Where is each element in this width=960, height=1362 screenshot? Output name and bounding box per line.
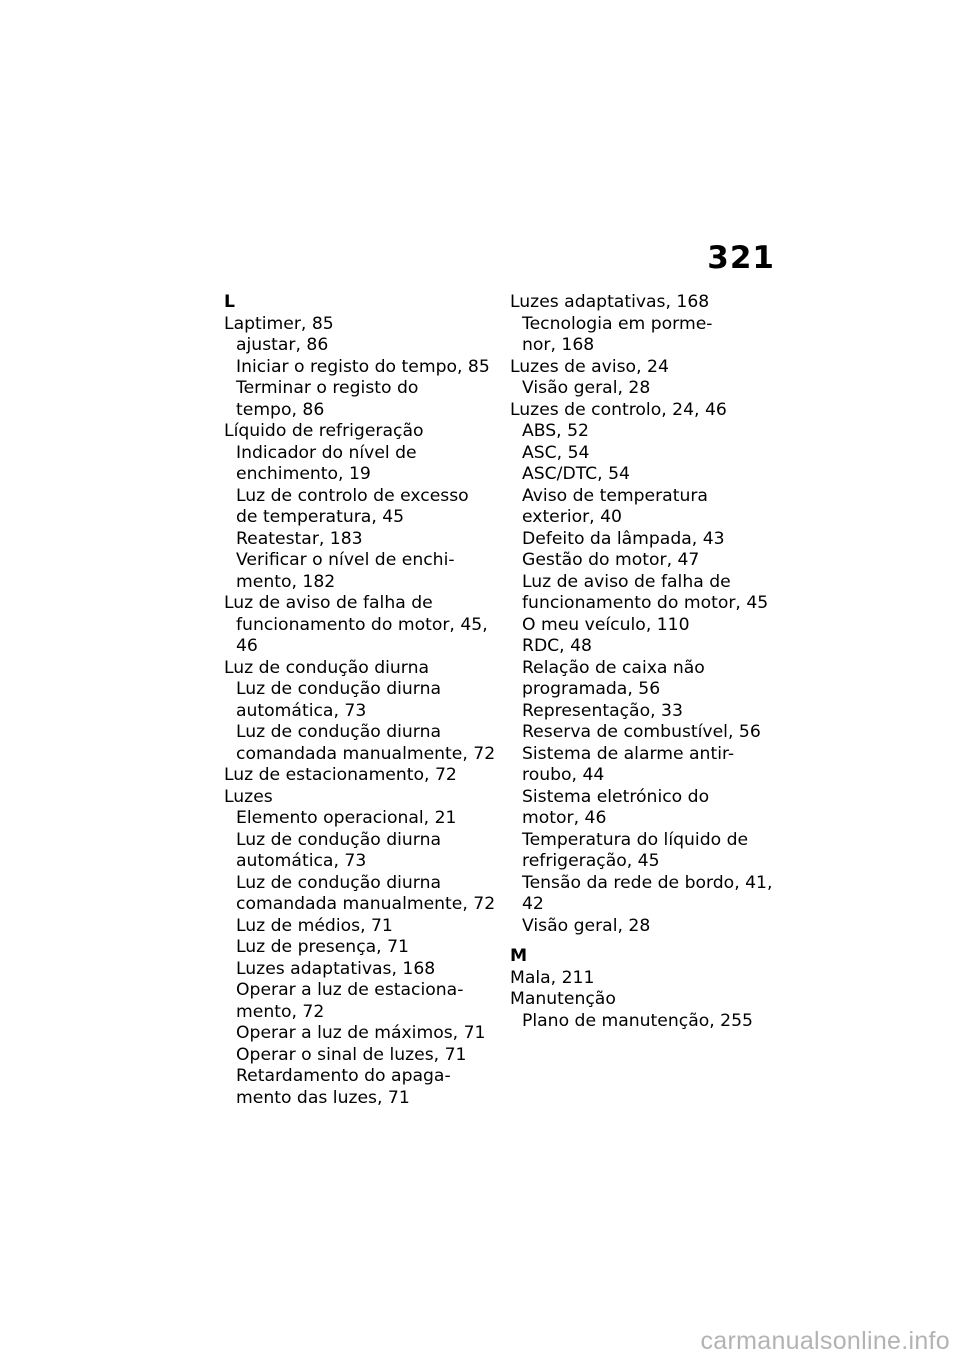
index-subentry: 46 [236, 636, 258, 656]
index-subentry: Gestão do motor, 47 [522, 550, 700, 570]
watermark: carmanualsonline.info [700, 1327, 950, 1355]
index-subentry: Iniciar o registo do tempo, 85 [236, 356, 490, 377]
index-column-right [510, 292, 780, 1032]
index-subentry: Luzes adaptativas, 168 [236, 958, 436, 979]
index-subentry: RDC, 48 [522, 636, 592, 656]
index-subentry: tempo, 86 [236, 399, 325, 420]
index-subentry: Luz de condução diurna [236, 679, 441, 699]
index-subentry: Luz de condução diurna [236, 872, 441, 893]
index-subentry: Representação, 33 [522, 700, 683, 721]
index-subentry: ABS, 52 [522, 421, 589, 441]
index-subentry: Luz de condução diurna [236, 829, 441, 850]
index-subentry: automática, 73 [236, 851, 367, 871]
index-entry: Luz de condução diurna [224, 657, 429, 678]
index-subentry: O meu veículo, 110 [522, 614, 690, 635]
index-subentry: 42 [522, 894, 544, 914]
index-subentry: de temperatura, 45 [236, 507, 405, 527]
index-subentry: Sistema eletrónico do [522, 786, 710, 807]
index-subentry: roubo, 44 [522, 765, 605, 785]
index-subentry: Temperatura do líquido de [522, 829, 749, 850]
index-subentry: Sistema de alarme antir- [522, 743, 735, 764]
index-subentry: Retardamento do apaga- [236, 1066, 451, 1086]
index-subentry: Luz de controlo de excesso [236, 485, 469, 506]
index-subentry: mento, 72 [236, 1001, 325, 1022]
index-subentry: mento das luzes, 71 [236, 1087, 410, 1108]
index-subentry: Reserva de combustível, 56 [522, 722, 761, 742]
index-letter-heading: M [510, 946, 528, 966]
index-entry: Luzes de controlo, 24, 46 [510, 399, 727, 420]
index-subentry: Luz de médios, 71 [236, 915, 393, 936]
index-entry: Líquido de refrigeração [224, 421, 424, 441]
index-subentry: motor, 46 [522, 808, 607, 828]
index-entry: Luzes [224, 786, 273, 807]
index-subentry: funcionamento do motor, 45 [522, 593, 769, 613]
index-subentry: Luz de condução diurna [236, 722, 441, 742]
index-subentry: mento, 182 [236, 571, 336, 592]
index-subentry: ASC, 54 [522, 442, 590, 463]
index-subentry: Defeito da lâmpada, 43 [522, 528, 725, 549]
index-subentry: Operar o sinal de luzes, 71 [236, 1044, 467, 1065]
index-subentry: Visão geral, 28 [522, 378, 651, 398]
index-subentry: Luz de aviso de falha de [522, 571, 731, 592]
index-subentry: funcionamento do motor, 45, [236, 614, 488, 635]
index-subentry: Relação de caixa não [522, 657, 705, 678]
index-subentry: Visão geral, 28 [522, 915, 651, 936]
index-subentry: Indicador do nível de [236, 442, 417, 463]
index-subentry: Verificar o nível de enchi- [236, 550, 455, 570]
index-subentry: automática, 73 [236, 700, 367, 721]
index-subentry: programada, 56 [522, 679, 661, 699]
index-subentry: comandada manualmente, 72 [236, 743, 496, 764]
index-entry: Luzes de aviso, 24 [510, 356, 669, 377]
index-subentry: Tensão da rede de bordo, 41, [522, 872, 773, 893]
index-column-left [224, 292, 494, 1109]
index-subentry: Operar a luz de máximos, 71 [236, 1023, 486, 1043]
index-entry: Luz de estacionamento, 72 [224, 765, 457, 785]
index-subentry: Luz de presença, 71 [236, 937, 409, 957]
index-subentry: enchimento, 19 [236, 464, 371, 484]
index-entry: Luzes adaptativas, 168 [510, 292, 710, 312]
index-subentry: Tecnologia em porme- [522, 313, 713, 334]
index-entry: Laptimer, 85 [224, 313, 334, 334]
index-subentry: Aviso de temperatura [522, 485, 708, 506]
index-subentry: nor, 168 [522, 335, 595, 355]
index-subentry: ajustar, 86 [236, 335, 329, 355]
index-subentry: exterior, 40 [522, 507, 622, 527]
index-subentry: ASC/DTC, 54 [522, 464, 630, 484]
index-subentry: refrigeração, 45 [522, 851, 660, 871]
index-entry: Manutenção [510, 989, 616, 1009]
index-subentry: Plano de manutenção, 255 [522, 1010, 753, 1031]
index-subentry: Elemento operacional, 21 [236, 808, 457, 828]
page-number: 321 [707, 240, 775, 276]
index-subentry: comandada manualmente, 72 [236, 894, 496, 914]
index-entry: Luz de aviso de falha de [224, 593, 433, 613]
index-subentry: Terminar o registo do [236, 378, 419, 398]
index-entry: Mala, 211 [510, 967, 595, 988]
index-subentry: Reatestar, 183 [236, 528, 363, 549]
index-subentry: Operar a luz de estaciona- [236, 980, 464, 1000]
index-letter-heading: L [224, 292, 235, 312]
